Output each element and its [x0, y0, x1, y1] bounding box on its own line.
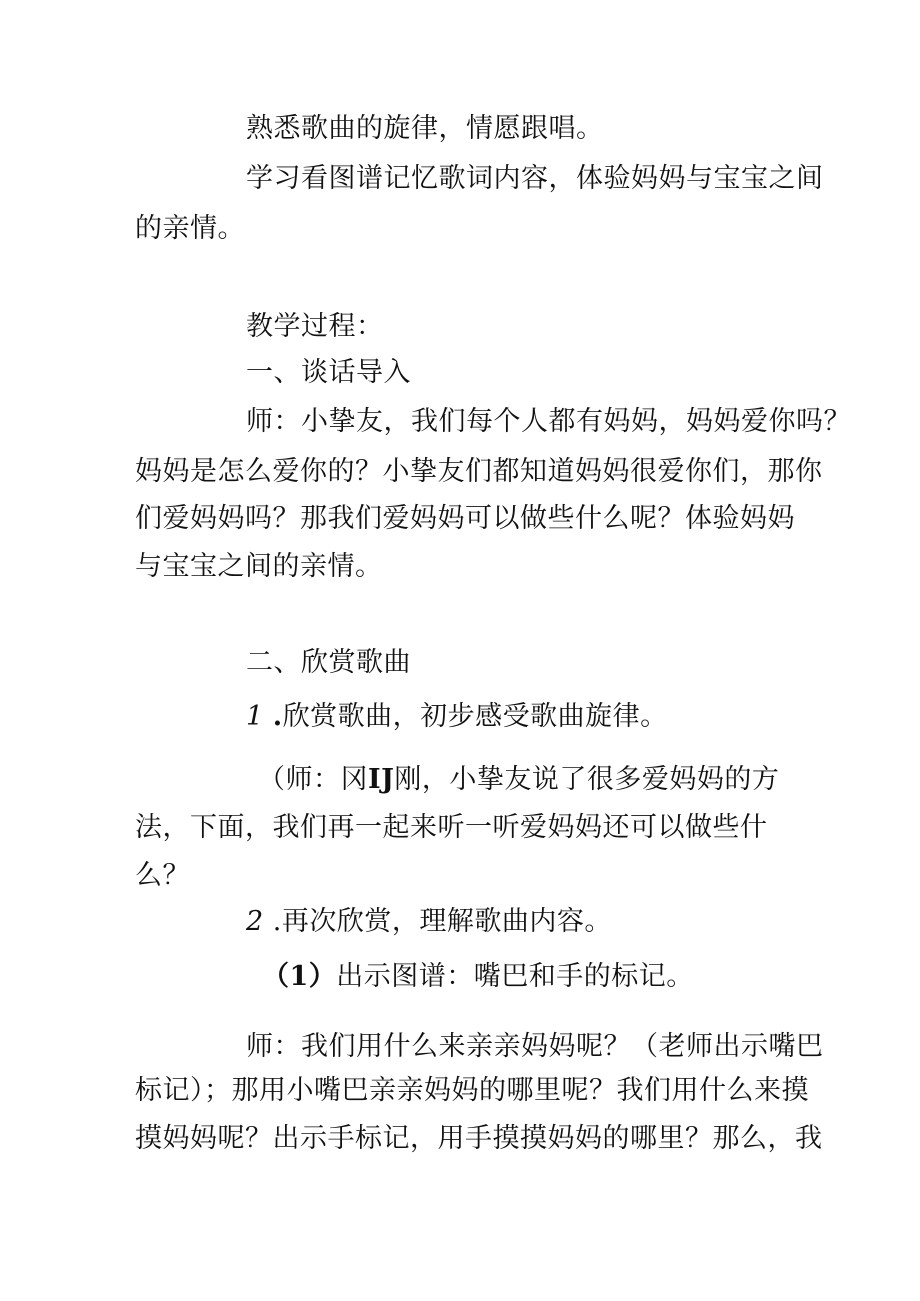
sub-item-1-number: （1）: [262, 961, 337, 992]
item-1-number: 1: [246, 701, 264, 732]
item-2-text: .再次欣赏，理解歌曲内容。: [272, 906, 612, 937]
section-1-paragraph-line-1: 师：小挚友，我们每个人都有妈妈，妈妈爱你吗？: [246, 406, 851, 437]
objective-line-3: 的亲情。: [135, 213, 245, 244]
teacher-quote-part-b: IJ: [368, 764, 395, 795]
teacher-quote-part-c: 刚，小挚友说了很多爱妈妈的方: [394, 764, 780, 795]
process-heading: 教学过程：: [246, 311, 384, 342]
teacher-quote-part-a: （师：冈: [258, 764, 368, 795]
section-1-paragraph-line-4: 与宝宝之间的亲情。: [135, 551, 383, 582]
objective-line-1: 熟悉歌曲的旋律，情愿跟唱。: [246, 113, 604, 144]
item-1-dot: .: [272, 701, 283, 732]
dialogue-line-1: 师：我们用什么来亲亲妈妈呢？（老师出示嘴巴: [246, 1031, 824, 1062]
item-1: [246, 700, 668, 734]
teacher-quote-line-3: 么？: [135, 860, 190, 891]
section-2-heading: 二、欣赏歌曲: [246, 647, 411, 678]
section-1-paragraph-line-2: 妈妈是怎么爱你的？小挚友们都知道妈妈很爱你们，那你: [135, 456, 823, 487]
sub-item-1: [262, 960, 694, 994]
dialogue-line-2: 标记）；那用小嘴巴亲亲妈妈的哪里呢？我们用什么来摸: [135, 1075, 809, 1106]
section-1-paragraph-line-3: 们爱妈妈吗？那我们爱妈妈可以做些什么呢？体验妈妈: [135, 503, 795, 534]
teacher-quote-line-1: [258, 763, 779, 797]
item-1-text: 欣赏歌曲，初步感受歌曲旋律。: [282, 701, 668, 732]
objective-line-2: 学习看图谱记忆歌词内容，体验妈妈与宝宝之间: [246, 163, 824, 194]
item-2-number: 2: [246, 906, 264, 937]
dialogue-line-3: 摸妈妈呢？出示手标记，用手摸摸妈妈的哪里？那么，我: [135, 1123, 823, 1154]
sub-item-1-text: 出示图谱：嘴巴和手的标记。: [336, 961, 694, 992]
item-2: [246, 905, 612, 939]
teacher-quote-line-2: 法，下面，我们再一起来听一听爱妈妈还可以做些什: [135, 812, 768, 843]
section-1-heading: 一、谈话导入: [246, 357, 411, 388]
